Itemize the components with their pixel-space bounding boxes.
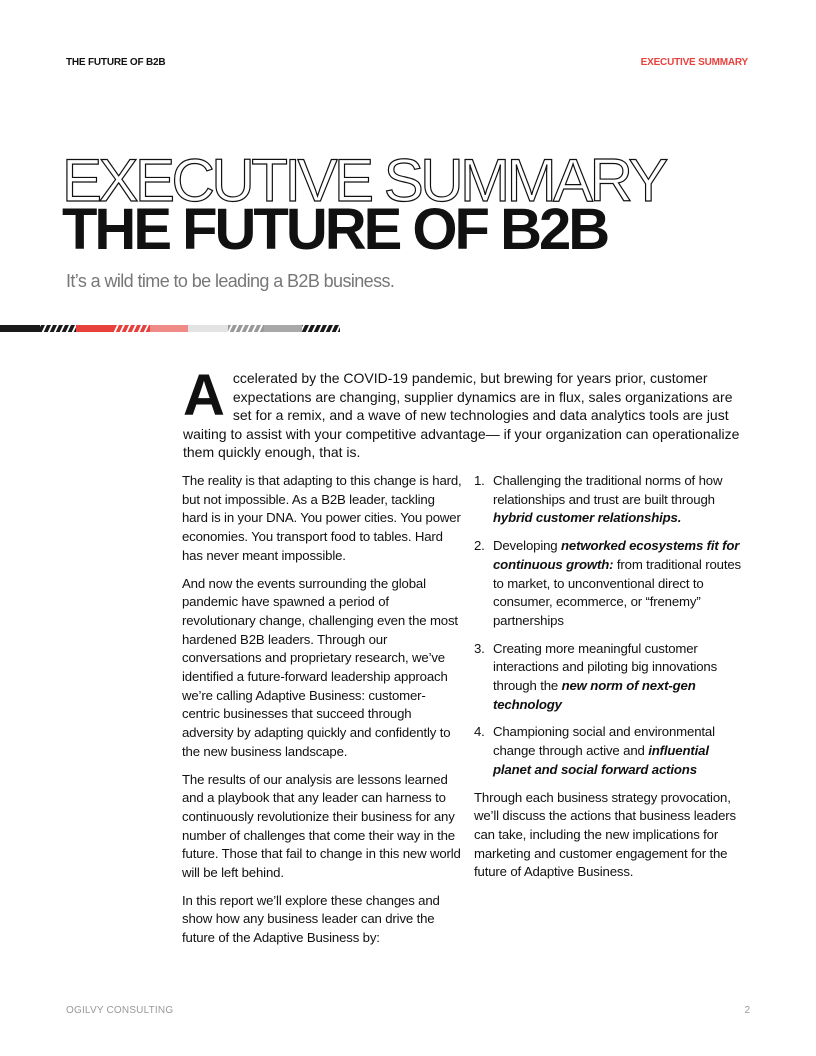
left-column [182,472,462,957]
running-header-title: THE FUTURE OF B2B [66,57,166,68]
decorative-color-bar [0,325,340,332]
body-paragraph-2: And now the events surrounding the global pandemic have spawned a period of revolutionary change, challenging even the most hardened B2B leaders. Through our conversations and proprietary research, we’ve identified a future-forward leadership approach we’re calling Adaptive Business: customer-centric businesses that succeed through adversity by adapting quickly and confidently to the new business landscape. [182,575,458,759]
running-header-section: EXECUTIVE SUMMARY [640,57,748,68]
intro-paragraph [183,363,751,462]
right-column [474,472,744,891]
list-text: Developing [493,538,561,554]
list-number: 4. [474,724,485,740]
intro-text: ccelerated by the COVID-19 pandemic, but brewing for years prior, customer expectations are changing, supplier dynamics are in flux, sales organizations are set for a remix, and a wave of new technologies and data analytics tools are just waiting to assist with your competitive advantage— if your organization can operationalize them quickly enough, that is. [183,370,740,460]
list-text: Creating more meaningful customer interactions and piloting big innovations through the [493,640,718,694]
list-emphasis: hybrid customer relationships. [493,510,682,526]
list-number: 1. [474,473,485,488]
list-number: 2. [474,538,485,554]
list-item [474,640,744,715]
list-emphasis: new norm of next-gen technology [493,678,696,712]
body-paragraph-3: The results of our analysis are lessons learned and a playbook that any leader can harness to continuously revolutionize their business for any number of challenges that come their way in the future. Those that fail to change in this new world will be left behind. [182,771,461,881]
list-number: 3. [474,640,485,656]
list-text: Championing social and environmental change through active and [493,724,715,759]
list-item [474,472,744,528]
drop-cap: A [183,363,223,428]
list-text-end: from traditional routes to market, to unconventional direct to consumer, ecommerce, or “frenemy” partnerships [493,556,741,628]
list-item [474,537,744,631]
page-subtitle: It’s a wild time to be leading a B2B business. [66,271,395,291]
page-number: 2 [744,1005,750,1016]
section-title-outline: EXECUTIVE SUMMARY [62,147,665,214]
list-emphasis: influential planet and social forward actions [493,743,709,777]
list-emphasis: networked ecosystems fit for continuous growth: [493,538,740,572]
list-item [474,723,744,779]
page-title: THE FUTURE OF B2B [62,197,608,262]
body-paragraph-1: The reality is that adapting to this change is hard, but not impossible. As a B2B leader, tackling hard is in your DNA. You power cities. You power economies. You transport food to tables. Hard has never meant impossible. [182,473,462,563]
strategy-list [474,472,744,780]
footer-brand: OGILVY CONSULTING [66,1005,174,1016]
closing-paragraph: Through each business strategy provocation, we’ll discuss the actions that business leaders can take, including the new implications for marketing and customer engagement for the future of Adaptive Business. [474,789,736,880]
body-paragraph-4: In this report we’ll explore these changes and show how any business leader can drive the future of the Adaptive Business by: [182,892,440,946]
list-text: Challenging the traditional norms of how relationships and trust are built through [493,473,723,507]
